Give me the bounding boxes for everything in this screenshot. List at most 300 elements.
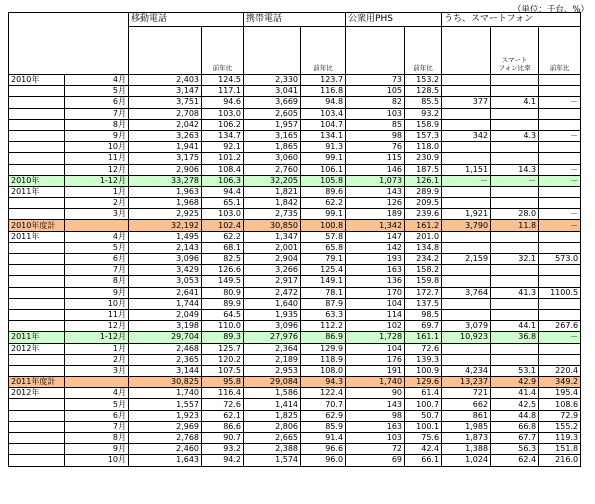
cell-smart-units: － — [442, 175, 491, 186]
cell-cell-yoy: 104.7 — [301, 119, 346, 130]
period-month: 7月 — [65, 265, 129, 276]
cell-cell-units: 27,976 — [244, 332, 301, 343]
cell-cell-yoy: 122.4 — [301, 388, 346, 399]
cell-phs-yoy: 187.5 — [405, 164, 442, 175]
cell-cell-units: 1,414 — [244, 399, 301, 410]
cell-phs-units: 90 — [346, 388, 405, 399]
cell-phs-units: 191 — [346, 365, 405, 376]
period-year — [9, 365, 65, 376]
period-year — [9, 354, 65, 365]
cell-mobile-yoy: 125.7 — [202, 343, 244, 354]
cell-cell-units: 2,330 — [244, 75, 301, 86]
cell-smart-ratio — [491, 276, 539, 287]
cell-smart-units — [442, 86, 491, 97]
period-month: 2月 — [65, 354, 129, 365]
table-row — [9, 421, 581, 432]
cell-phs-yoy: 157.3 — [405, 130, 442, 141]
cell-smart-units — [442, 231, 491, 242]
cell-mobile-yoy: 64.5 — [202, 309, 244, 320]
table-row — [9, 332, 581, 343]
cell-mobile-yoy: 106.3 — [202, 175, 244, 186]
cell-smart-ratio — [491, 86, 539, 97]
cell-cell-units: 2,760 — [244, 164, 301, 175]
cell-smart-ratio — [491, 354, 539, 365]
period-year — [9, 276, 65, 287]
cell-smart-yoy: 267.6 — [539, 321, 581, 332]
period-month: 3月 — [65, 365, 129, 376]
cell-smart-ratio: － — [491, 175, 539, 186]
cell-mobile-units: 2,042 — [129, 119, 202, 130]
cell-mobile-yoy: 117.1 — [202, 86, 244, 97]
table-row — [9, 309, 581, 320]
period-year — [9, 433, 65, 444]
period-year: 2010年 — [9, 175, 65, 186]
table-row — [9, 86, 581, 97]
cell-mobile-yoy: 94.4 — [202, 186, 244, 197]
period-year: 2012年 — [9, 388, 65, 399]
cell-mobile-yoy: 86.6 — [202, 421, 244, 432]
table-row — [9, 242, 581, 253]
period-year: 2011年度計 — [9, 377, 65, 388]
cell-phs-units: 163 — [346, 421, 405, 432]
cell-phs-yoy: 161.2 — [405, 220, 442, 231]
cell-mobile-yoy: 149.5 — [202, 276, 244, 287]
cell-cell-yoy: 112.2 — [301, 321, 346, 332]
period-month: 1月 — [65, 186, 129, 197]
cell-cell-yoy: 99.1 — [301, 153, 346, 164]
period-month: 5月 — [65, 242, 129, 253]
period-month: 3月 — [65, 209, 129, 220]
cell-phs-yoy: 134.8 — [405, 242, 442, 253]
cell-mobile-yoy: 93.2 — [202, 444, 244, 455]
cell-phs-units: 72 — [346, 444, 405, 455]
header-smart-ratio: スマート フォン比率 — [491, 27, 539, 75]
table-row — [9, 75, 581, 86]
header-smart-yoy: 前年比 — [539, 27, 581, 75]
cell-cell-units: 2,001 — [244, 242, 301, 253]
cell-smart-ratio: 36.8 — [491, 332, 539, 343]
cell-smart-yoy: － — [539, 175, 581, 186]
cell-smart-yoy — [539, 343, 581, 354]
header-mobile-units — [129, 27, 202, 75]
cell-phs-yoy: 118.0 — [405, 142, 442, 153]
cell-smart-ratio: 53.1 — [491, 365, 539, 376]
cell-cell-units: 1,640 — [244, 298, 301, 309]
cell-mobile-units: 2,403 — [129, 75, 202, 86]
cell-smart-units — [442, 142, 491, 153]
cell-smart-yoy: 349.2 — [539, 377, 581, 388]
cell-phs-units: 1,728 — [346, 332, 405, 343]
cell-phs-units: 98 — [346, 130, 405, 141]
cell-smart-ratio — [491, 186, 539, 197]
cell-smart-yoy: － — [539, 130, 581, 141]
cell-smart-yoy — [539, 142, 581, 153]
cell-smart-yoy: 72.9 — [539, 410, 581, 421]
cell-cell-units: 3,060 — [244, 153, 301, 164]
cell-smart-yoy: 220.4 — [539, 365, 581, 376]
cell-cell-yoy: 79.1 — [301, 254, 346, 265]
cell-mobile-yoy: 103.0 — [202, 108, 244, 119]
cell-smart-ratio: 66.8 — [491, 421, 539, 432]
period-year — [9, 108, 65, 119]
table-row — [9, 377, 581, 388]
cell-smart-units — [442, 242, 491, 253]
cell-mobile-units: 3,053 — [129, 276, 202, 287]
cell-phs-units: 147 — [346, 231, 405, 242]
cell-cell-units: 2,189 — [244, 354, 301, 365]
cell-phs-units: 1,740 — [346, 377, 405, 388]
cell-cell-units: 32,205 — [244, 175, 301, 186]
cell-mobile-yoy: 102.4 — [202, 220, 244, 231]
period-month: 1-12月 — [65, 175, 129, 186]
cell-cell-yoy: 85.9 — [301, 421, 346, 432]
cell-phs-units: 136 — [346, 276, 405, 287]
cell-phs-units: 85 — [346, 119, 405, 130]
cell-smart-units: 3,079 — [442, 321, 491, 332]
period-month: 6月 — [65, 254, 129, 265]
cell-mobile-units: 2,460 — [129, 444, 202, 455]
period-year — [9, 298, 65, 309]
table-row — [9, 142, 581, 153]
cell-cell-yoy: 149.1 — [301, 276, 346, 287]
period-month: 8月 — [65, 433, 129, 444]
cell-smart-yoy: 573.0 — [539, 254, 581, 265]
header-smart-units — [442, 27, 491, 75]
period-month: 8月 — [65, 276, 129, 287]
header-blank — [9, 13, 129, 75]
period-month: 12月 — [65, 164, 129, 175]
cell-phs-yoy: 161.1 — [405, 332, 442, 343]
period-year: 2011年 — [9, 332, 65, 343]
period-month — [65, 377, 129, 388]
cell-smart-units: 10,923 — [442, 332, 491, 343]
cell-mobile-units: 2,641 — [129, 287, 202, 298]
cell-smart-ratio — [491, 265, 539, 276]
period-month: 10月 — [65, 455, 129, 466]
cell-mobile-units: 2,768 — [129, 433, 202, 444]
cell-phs-yoy: 159.8 — [405, 276, 442, 287]
cell-smart-ratio — [491, 119, 539, 130]
cell-cell-units: 30,850 — [244, 220, 301, 231]
cell-cell-yoy: 94.8 — [301, 97, 346, 108]
cell-phs-units: 176 — [346, 354, 405, 365]
cell-mobile-yoy: 62.1 — [202, 410, 244, 421]
cell-phs-units: 146 — [346, 164, 405, 175]
cell-mobile-units: 3,175 — [129, 153, 202, 164]
cell-cell-yoy: 78.1 — [301, 287, 346, 298]
cell-smart-ratio — [491, 298, 539, 309]
period-year — [9, 164, 65, 175]
period-year — [9, 421, 65, 432]
cell-mobile-units: 1,963 — [129, 186, 202, 197]
header-cellphone-units — [244, 27, 301, 75]
period-year — [9, 119, 65, 130]
cell-smart-units: 1,873 — [442, 433, 491, 444]
cell-smart-ratio: 28.0 — [491, 209, 539, 220]
cell-cell-units: 1,957 — [244, 119, 301, 130]
cell-cell-units: 29,084 — [244, 377, 301, 388]
cell-smart-ratio — [491, 231, 539, 242]
cell-smart-units: 1,024 — [442, 455, 491, 466]
cell-smart-ratio — [491, 142, 539, 153]
cell-phs-units: 170 — [346, 287, 405, 298]
cell-phs-yoy: 230.9 — [405, 153, 442, 164]
unit-note: （単位：千台、%） — [512, 5, 589, 15]
cell-mobile-yoy: 106.2 — [202, 119, 244, 130]
cell-smart-units — [442, 119, 491, 130]
cell-smart-ratio — [491, 343, 539, 354]
cell-smart-units — [442, 354, 491, 365]
cell-cell-units: 2,364 — [244, 343, 301, 354]
cell-mobile-units: 3,147 — [129, 86, 202, 97]
cell-cell-yoy: 99.1 — [301, 209, 346, 220]
cell-cell-yoy: 63.3 — [301, 309, 346, 320]
cell-smart-yoy: 155.2 — [539, 421, 581, 432]
cell-cell-yoy: 91.4 — [301, 433, 346, 444]
header-phs-units — [346, 27, 405, 75]
cell-smart-yoy — [539, 186, 581, 197]
cell-mobile-units: 32,192 — [129, 220, 202, 231]
period-year: 2011年 — [9, 231, 65, 242]
period-month: 1月 — [65, 343, 129, 354]
cell-cell-units: 2,806 — [244, 421, 301, 432]
cell-mobile-yoy: 120.2 — [202, 354, 244, 365]
cell-phs-yoy: 100.9 — [405, 365, 442, 376]
header-smartphone: うち、スマートフォン — [442, 13, 581, 27]
cell-phs-yoy: 72.6 — [405, 343, 442, 354]
cell-smart-yoy — [539, 119, 581, 130]
period-month: 4月 — [65, 75, 129, 86]
cell-cell-units: 2,735 — [244, 209, 301, 220]
cell-mobile-yoy: 94.6 — [202, 97, 244, 108]
period-month: 7月 — [65, 108, 129, 119]
cell-phs-units: 143 — [346, 399, 405, 410]
cell-phs-yoy: 158.9 — [405, 119, 442, 130]
period-year — [9, 86, 65, 97]
table-row — [9, 209, 581, 220]
cell-mobile-units: 2,365 — [129, 354, 202, 365]
period-month: 12月 — [65, 321, 129, 332]
cell-cell-yoy: 100.8 — [301, 220, 346, 231]
cell-phs-yoy: 239.6 — [405, 209, 442, 220]
header-mobile-yoy: 前年比 — [202, 27, 244, 75]
cell-cell-yoy: 134.1 — [301, 130, 346, 141]
cell-phs-yoy: 153.2 — [405, 75, 442, 86]
table-row — [9, 444, 581, 455]
cell-smart-units — [442, 108, 491, 119]
cell-phs-yoy: 139.3 — [405, 354, 442, 365]
cell-phs-yoy: 172.7 — [405, 287, 442, 298]
cell-phs-units: 143 — [346, 186, 405, 197]
cell-mobile-units: 30,825 — [129, 377, 202, 388]
cell-cell-yoy: 116.8 — [301, 86, 346, 97]
cell-smart-ratio: 14.3 — [491, 164, 539, 175]
cell-smart-units — [442, 309, 491, 320]
cell-smart-ratio: 56.3 — [491, 444, 539, 455]
cell-mobile-units: 2,969 — [129, 421, 202, 432]
cell-smart-units — [442, 198, 491, 209]
cell-smart-yoy: 195.4 — [539, 388, 581, 399]
cell-mobile-yoy: 65.1 — [202, 198, 244, 209]
cell-cell-yoy: 118.9 — [301, 354, 346, 365]
table-row — [9, 343, 581, 354]
cell-smart-yoy: － — [539, 332, 581, 343]
cell-mobile-yoy: 126.6 — [202, 265, 244, 276]
cell-phs-yoy: 129.6 — [405, 377, 442, 388]
cell-smart-units: 3,790 — [442, 220, 491, 231]
cell-phs-units: 104 — [346, 343, 405, 354]
cell-phs-units: 193 — [346, 254, 405, 265]
cell-smart-units — [442, 265, 491, 276]
cell-mobile-units: 3,144 — [129, 365, 202, 376]
cell-smart-ratio: 11.8 — [491, 220, 539, 231]
period-year: 2011年 — [9, 186, 65, 197]
cell-mobile-yoy: 72.6 — [202, 399, 244, 410]
period-month: 1-12月 — [65, 332, 129, 343]
period-month: 10月 — [65, 142, 129, 153]
cell-mobile-units: 3,198 — [129, 321, 202, 332]
cell-phs-units: 73 — [346, 75, 405, 86]
header-cellphone-yoy: 前年比 — [301, 27, 346, 75]
cell-smart-yoy: 216.0 — [539, 455, 581, 466]
period-month: 5月 — [65, 86, 129, 97]
cell-smart-yoy: 119.3 — [539, 433, 581, 444]
period-month: 9月 — [65, 130, 129, 141]
cell-phs-units: 103 — [346, 108, 405, 119]
period-month: 5月 — [65, 399, 129, 410]
cell-mobile-yoy: 108.4 — [202, 164, 244, 175]
cell-phs-yoy: 128.5 — [405, 86, 442, 97]
table-row — [9, 265, 581, 276]
cell-cell-yoy: 89.6 — [301, 186, 346, 197]
cell-smart-yoy — [539, 75, 581, 86]
cell-smart-yoy — [539, 309, 581, 320]
cell-cell-yoy: 91.3 — [301, 142, 346, 153]
cell-mobile-yoy: 116.4 — [202, 388, 244, 399]
cell-phs-units: 142 — [346, 242, 405, 253]
cell-cell-yoy: 123.7 — [301, 75, 346, 86]
cell-mobile-yoy: 89.3 — [202, 332, 244, 343]
cell-phs-yoy: 209.5 — [405, 198, 442, 209]
period-year: 2010年度計 — [9, 220, 65, 231]
cell-mobile-units: 1,643 — [129, 455, 202, 466]
cell-cell-yoy: 106.1 — [301, 164, 346, 175]
cell-smart-yoy — [539, 298, 581, 309]
cell-cell-yoy: 86.9 — [301, 332, 346, 343]
cell-smart-units: 1,985 — [442, 421, 491, 432]
cell-smart-yoy — [539, 86, 581, 97]
cell-cell-yoy: 103.4 — [301, 108, 346, 119]
period-year — [9, 198, 65, 209]
cell-mobile-units: 2,468 — [129, 343, 202, 354]
cell-mobile-yoy: 107.5 — [202, 365, 244, 376]
cell-mobile-units: 3,096 — [129, 254, 202, 265]
cell-smart-units — [442, 276, 491, 287]
cell-smart-ratio: 42.5 — [491, 399, 539, 410]
table-row — [9, 220, 581, 231]
cell-cell-yoy: 87.9 — [301, 298, 346, 309]
cell-cell-yoy: 94.3 — [301, 377, 346, 388]
cell-phs-yoy: 234.2 — [405, 254, 442, 265]
cell-phs-units: 1,342 — [346, 220, 405, 231]
cell-phs-yoy: 100.7 — [405, 399, 442, 410]
cell-smart-yoy: － — [539, 97, 581, 108]
cell-smart-ratio — [491, 153, 539, 164]
cell-smart-ratio: 62.4 — [491, 455, 539, 466]
table-row — [9, 130, 581, 141]
cell-smart-yoy: 108.6 — [539, 399, 581, 410]
period-year — [9, 265, 65, 276]
cell-mobile-yoy: 124.5 — [202, 75, 244, 86]
header-mobile: 移動電話 — [129, 13, 244, 27]
cell-mobile-yoy: 134.7 — [202, 130, 244, 141]
table-row — [9, 153, 581, 164]
cell-smart-units: 1,151 — [442, 164, 491, 175]
table-row — [9, 388, 581, 399]
cell-smart-yoy: － — [539, 164, 581, 175]
cell-phs-yoy: 289.9 — [405, 186, 442, 197]
table-row — [9, 186, 581, 197]
cell-cell-units: 2,472 — [244, 287, 301, 298]
cell-cell-units: 2,953 — [244, 365, 301, 376]
cell-mobile-units: 1,968 — [129, 198, 202, 209]
cell-cell-units: 1,586 — [244, 388, 301, 399]
cell-smart-ratio — [491, 198, 539, 209]
cell-smart-yoy — [539, 108, 581, 119]
cell-phs-yoy: 93.2 — [405, 108, 442, 119]
cell-mobile-units: 3,751 — [129, 97, 202, 108]
period-month: 4月 — [65, 231, 129, 242]
cell-smart-units: 861 — [442, 410, 491, 421]
cell-mobile-units: 2,906 — [129, 164, 202, 175]
cell-mobile-units: 1,923 — [129, 410, 202, 421]
cell-smart-ratio: 44.8 — [491, 410, 539, 421]
cell-mobile-yoy: 101.2 — [202, 153, 244, 164]
table-row — [9, 365, 581, 376]
cell-smart-ratio: 44.1 — [491, 321, 539, 332]
cell-phs-units: 98 — [346, 410, 405, 421]
cell-cell-yoy: 129.9 — [301, 343, 346, 354]
cell-smart-ratio — [491, 309, 539, 320]
cell-phs-yoy: 42.4 — [405, 444, 442, 455]
period-year: 2010年 — [9, 75, 65, 86]
period-year — [9, 287, 65, 298]
cell-smart-yoy — [539, 242, 581, 253]
cell-mobile-yoy: 95.8 — [202, 377, 244, 388]
cell-mobile-yoy: 89.9 — [202, 298, 244, 309]
cell-cell-units: 3,266 — [244, 265, 301, 276]
table-row — [9, 164, 581, 175]
period-year — [9, 321, 65, 332]
cell-phs-units: 69 — [346, 455, 405, 466]
table-row — [9, 175, 581, 186]
cell-phs-yoy: 126.1 — [405, 175, 442, 186]
cell-cell-units: 2,904 — [244, 254, 301, 265]
table-row — [9, 276, 581, 287]
cell-smart-yoy — [539, 265, 581, 276]
cell-cell-units: 2,665 — [244, 433, 301, 444]
cell-cell-yoy: 125.4 — [301, 265, 346, 276]
period-year — [9, 309, 65, 320]
table-row — [9, 354, 581, 365]
cell-smart-units — [442, 186, 491, 197]
table-row — [9, 298, 581, 309]
cell-phs-units: 126 — [346, 198, 405, 209]
cell-phs-yoy: 50.7 — [405, 410, 442, 421]
period-year — [9, 254, 65, 265]
cell-smart-yoy: － — [539, 209, 581, 220]
period-month: 8月 — [65, 119, 129, 130]
